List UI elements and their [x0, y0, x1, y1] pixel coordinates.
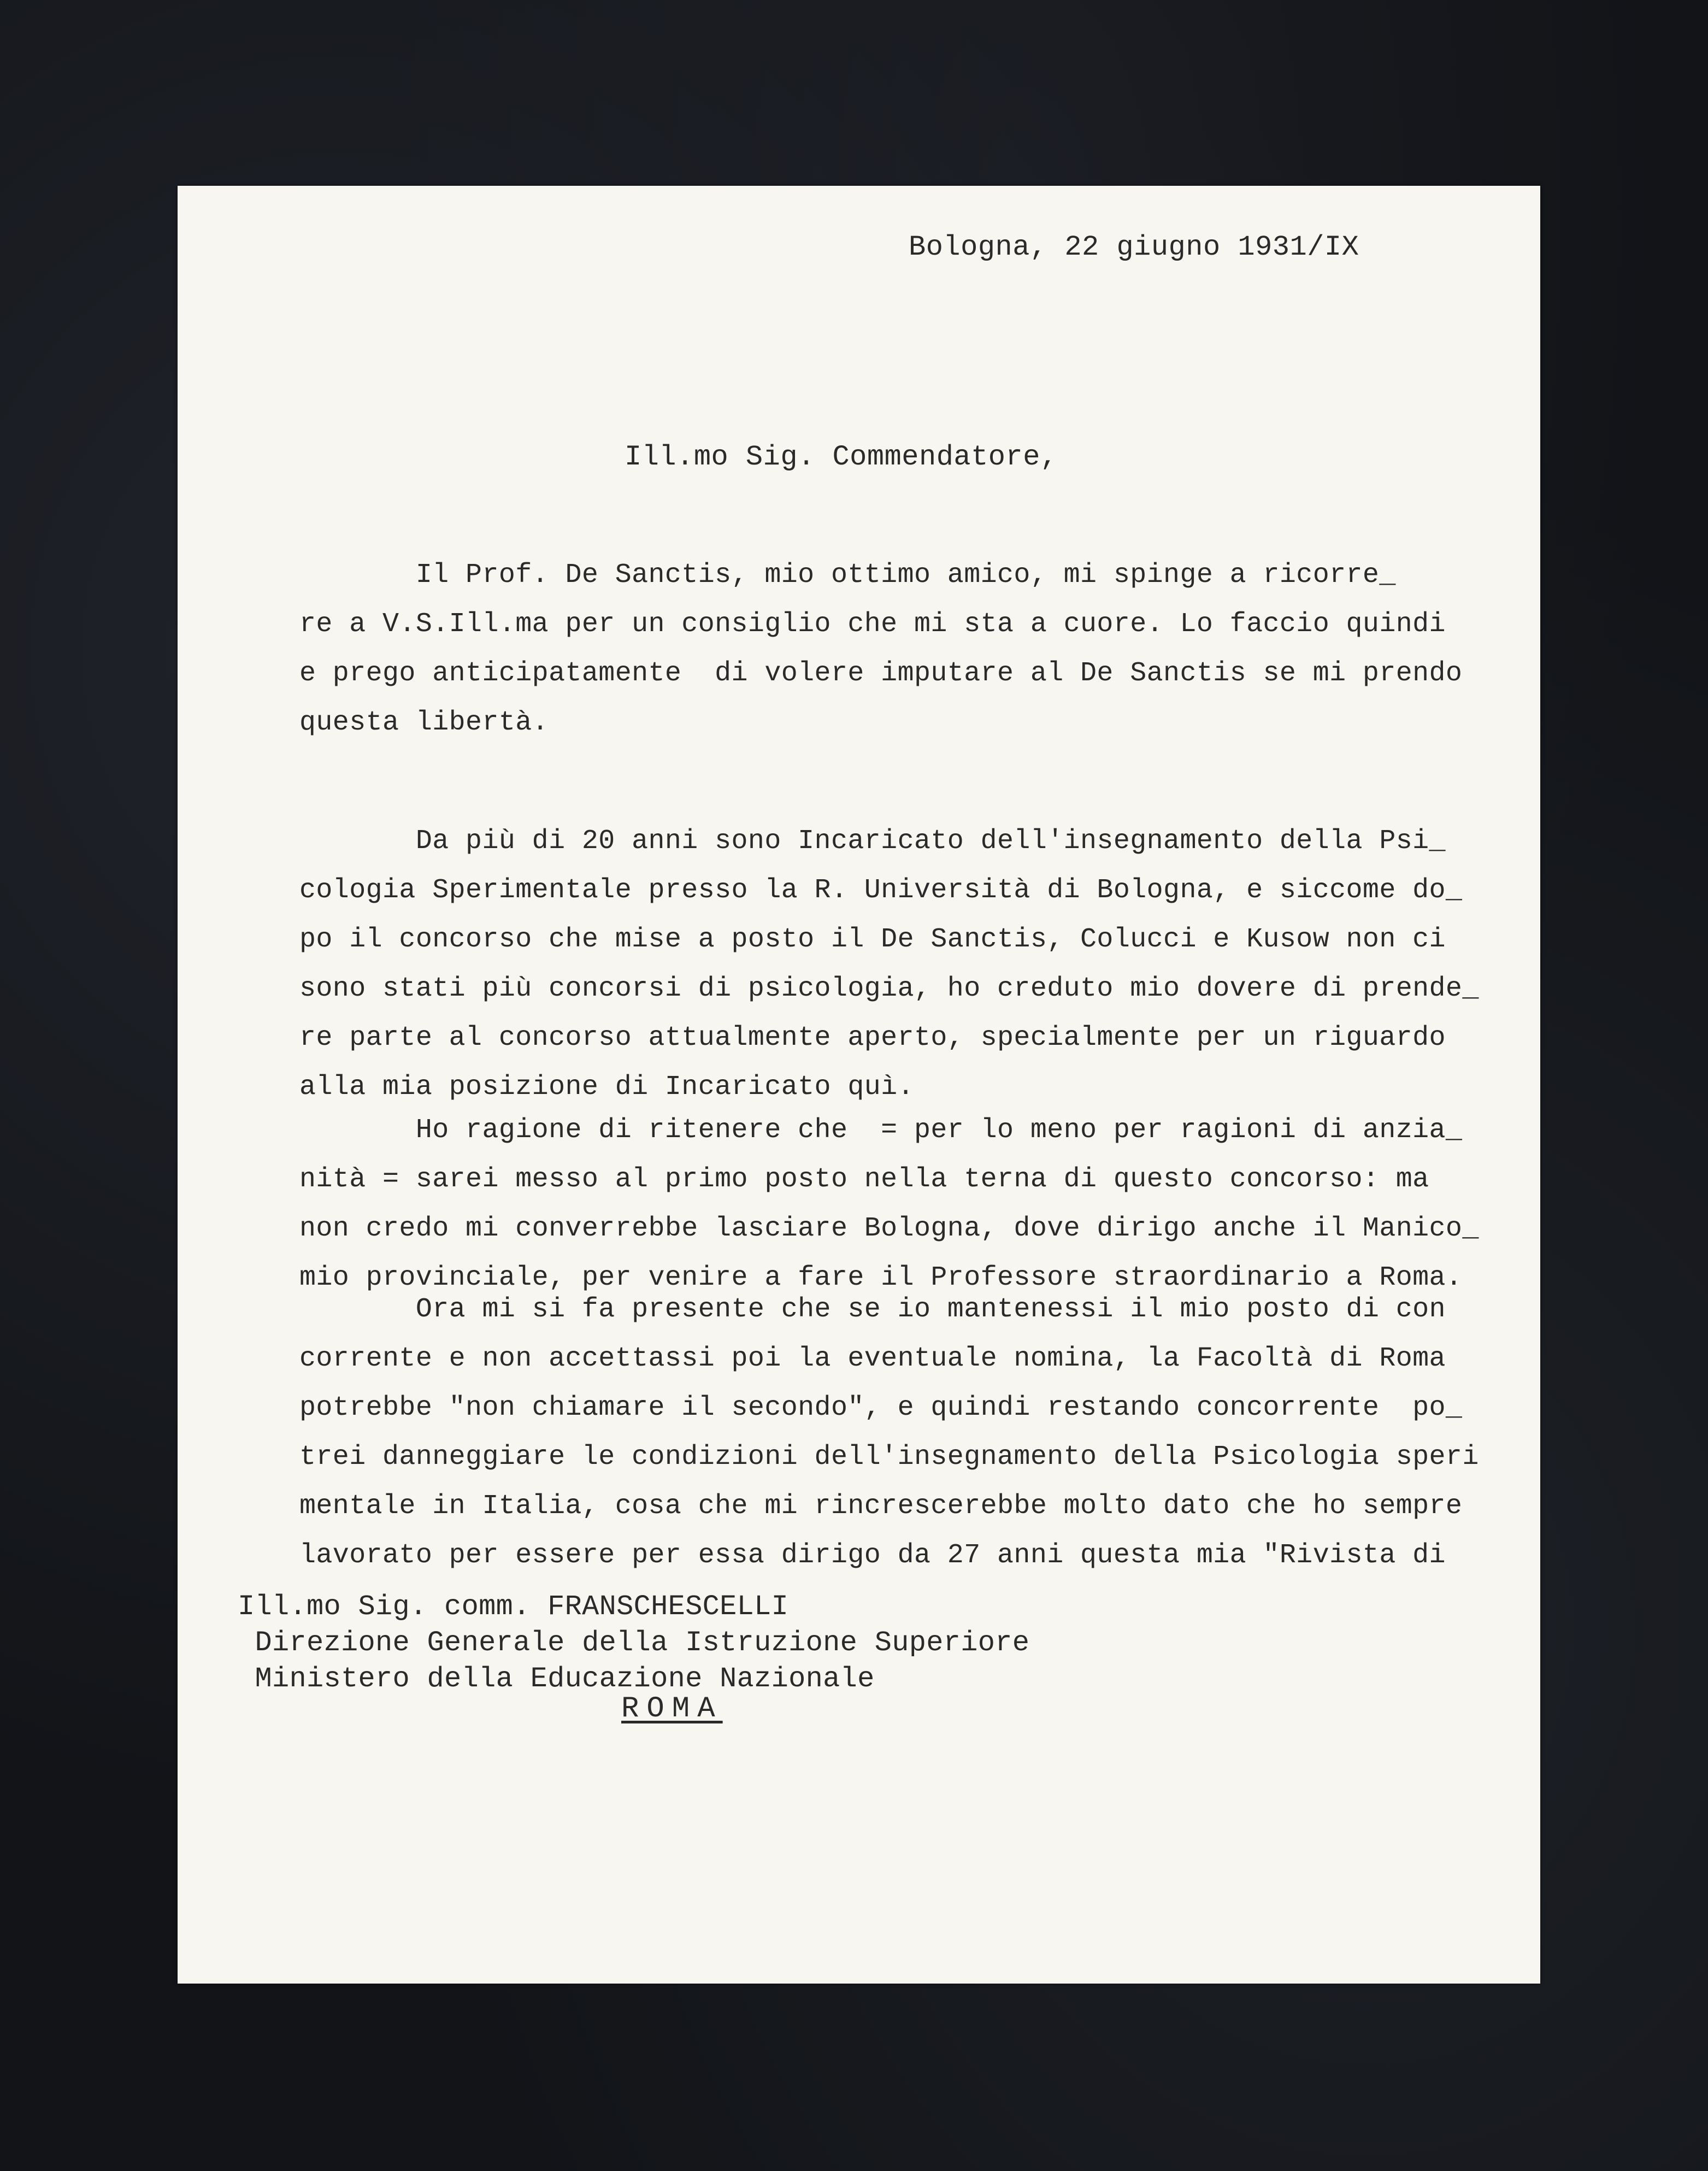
- text-line: lavorato per essere per essa dirigo da 27 anni questa mia "Rivista di: [299, 1540, 1446, 1571]
- paragraph-1: [299, 551, 1474, 748]
- text-line: mentale in Italia, cosa che mi rincrescerebbe molto dato che ho sempre: [299, 1491, 1463, 1522]
- text-line: Ora mi si fa presente che se io mantenessi il mio posto di con: [299, 1294, 1446, 1325]
- text-line: corrente e non accettassi poi la eventuale nomina, la Facoltà di Roma: [299, 1343, 1446, 1374]
- text-line: questa libertà.: [299, 707, 549, 738]
- address-line: Ill.mo Sig. comm. FRANSCHESCELLI: [238, 1591, 789, 1623]
- text-line: mio provinciale, per venire a fare il Professore straordinario a Roma.: [299, 1262, 1463, 1293]
- text-line: sono stati più concorsi di psicologia, ho creduto mio dovere di prende_: [299, 973, 1479, 1004]
- text-line: re parte al concorso attualmente aperto, specialmente per un riguardo: [299, 1022, 1446, 1054]
- letter-page: [178, 186, 1540, 1984]
- text-line: Ho ragione di ritenere che = per lo meno per ragioni di anzia_: [299, 1115, 1463, 1146]
- text-line: trei danneggiare le condizioni dell'insegnamento della Psicologia speri: [299, 1442, 1479, 1473]
- text-line: potrebbe "non chiamare il secondo", e quindi restando concorrente po_: [299, 1392, 1463, 1423]
- text-line: alla mia posizione di Incaricato quì.: [299, 1072, 914, 1103]
- recipient-city: ROMA: [621, 1692, 723, 1726]
- address-line: Direzione Generale della Istruzione Superiore: [238, 1627, 1030, 1659]
- salutation: Ill.mo Sig. Commendatore,: [625, 441, 1058, 473]
- text-line: cologia Sperimentale presso la R. Università di Bologna, e siccome do_: [299, 875, 1463, 906]
- text-line: re a V.S.Ill.ma per un consiglio che mi sta a cuore. Lo faccio quindi: [299, 609, 1446, 640]
- text-line: po il concorso che mise a posto il De Sanctis, Colucci e Kusow non ci: [299, 924, 1446, 955]
- paragraph-2: [299, 817, 1479, 1112]
- paragraph-4: [299, 1285, 1479, 1580]
- text-line: Il Prof. De Sanctis, mio ottimo amico, mi spinge a ricorre_: [299, 560, 1396, 591]
- text-line: Da più di 20 anni sono Incaricato dell'insegnamento della Psi_: [299, 826, 1446, 857]
- address-line: Ministero della Educazione Nazionale: [238, 1663, 875, 1695]
- paragraph-3: [299, 1106, 1479, 1303]
- text-line: nità = sarei messo al primo posto nella terna di questo concorso: ma: [299, 1164, 1429, 1195]
- letter-date: Bologna, 22 giugno 1931/IX: [909, 231, 1359, 263]
- text-line: e prego anticipatamente di volere imputare al De Sanctis se mi prendo: [299, 658, 1463, 689]
- text-line: non credo mi converrebbe lasciare Bologna, dove dirigo anche il Manico_: [299, 1213, 1479, 1244]
- recipient-address: [238, 1589, 1029, 1697]
